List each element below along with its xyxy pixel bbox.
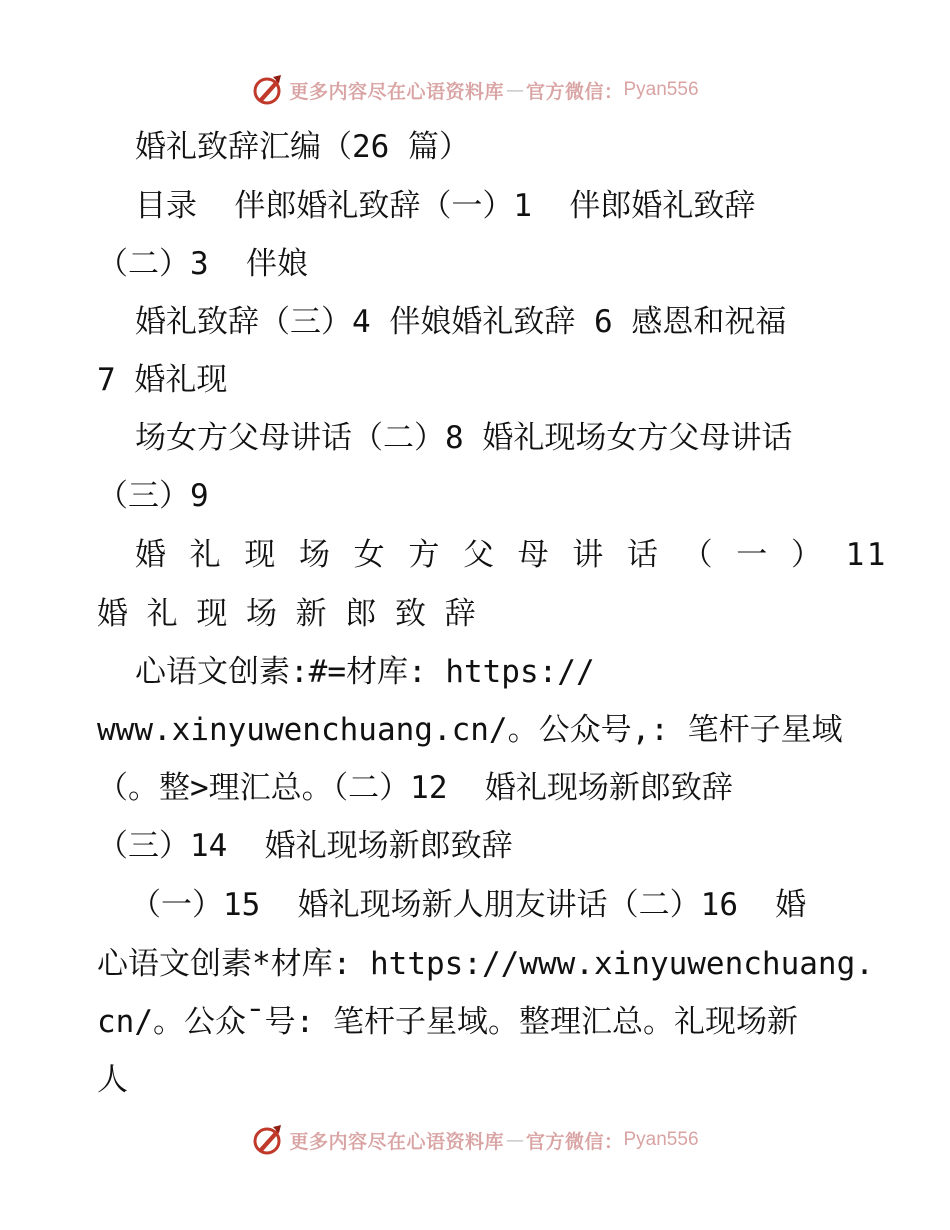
watermark-wechat-id: Pyan556	[623, 79, 699, 100]
text-line: 人	[97, 1062, 128, 1098]
watermark-site-text: 更多内容尽在心语资料库	[289, 80, 504, 103]
text-line: 场女方父母讲话（二）8 婚礼现场女方父母讲话	[135, 420, 793, 456]
text-line: cn/。公众¯号: 笔杆子星域。整理汇总。礼现场新	[97, 1004, 798, 1040]
text-line: （。整>理汇总。（二）12 婚礼现场新郎致辞	[97, 770, 733, 806]
watermark-site-text: 更多内容尽在心语资料库	[289, 1130, 504, 1153]
document-title: 婚礼致辞汇编（26 篇）	[135, 129, 470, 165]
text-line: 7 婚礼现	[97, 362, 228, 398]
text-line: 婚礼致辞（三）4 伴娘婚礼致辞 6 感恩和祝福	[135, 304, 787, 340]
text-line: 婚 礼 现 场 新 郎 致 辞	[97, 596, 476, 632]
text-line: （三）14 婚礼现场新郎致辞	[97, 828, 513, 864]
watermark-separator: —	[505, 79, 524, 101]
text-line: （一）15 婚礼现场新人朋友讲话（二）16 婚	[130, 887, 807, 923]
text-line: （二）3 伴娘	[97, 246, 308, 282]
header-watermark	[0, 70, 950, 110]
quill-logo-icon	[251, 73, 285, 107]
watermark-wechat-id: Pyan556	[623, 1129, 699, 1150]
watermark-wechat-label: 官方微信：	[525, 1130, 624, 1153]
watermark-wechat-label: 官方微信：	[525, 80, 624, 103]
text-line: 目录 伴郎婚礼致辞（一）1 伴郎婚礼致辞	[135, 188, 756, 224]
text-line: 心语文创素*材库: https://www.xinyuwenchuang.	[97, 946, 874, 982]
text-line: （三）9	[97, 478, 209, 514]
text-line: 婚 礼 现 场 女 方 父 母 讲 话 （ 一 ） 11	[135, 537, 888, 573]
quill-logo-icon	[251, 1123, 285, 1157]
watermark-separator: —	[505, 1129, 524, 1151]
text-line: 心语文创素:#=材库: https://	[135, 654, 595, 690]
footer-watermark	[0, 1120, 950, 1160]
text-line: www.xinyuwenchuang.cn/。公众号,: 笔杆子星域	[97, 712, 843, 748]
